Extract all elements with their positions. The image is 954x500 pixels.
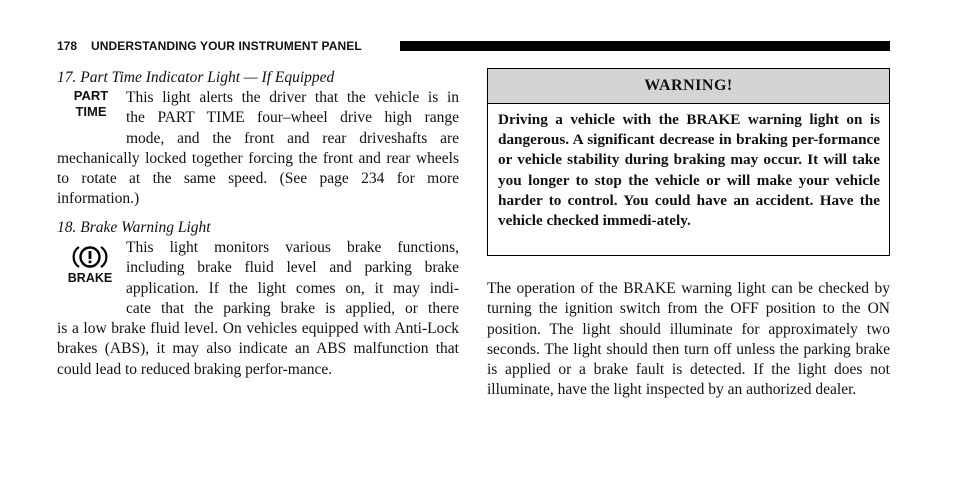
brake-warning-text: is a low brake fluid level. On vehicles equipped with Anti-Lock brakes (ABS), it may also indicate an ABS malfunction that could lead to reduced braking perfor-mance. <box>57 320 459 378</box>
part-time-line-1: This light alerts the driver that the vehicle is in <box>126 89 459 106</box>
brake-warning-body <box>57 238 459 380</box>
brake-icon-label: BRAKE <box>67 271 113 285</box>
part-time-icon <box>65 88 117 120</box>
brake-warning-heading: 18. Brake Warning Light <box>57 219 211 236</box>
part-time-icon-line1: PART <box>73 88 109 103</box>
brake-line-2: including brake fluid level and parking brake <box>126 259 459 277</box>
header-rule <box>400 41 890 51</box>
part-time-icon-line2: TIME <box>75 104 107 119</box>
part-time-heading: 17. Part Time Indicator Light — If Equipped <box>57 69 335 86</box>
warning-box <box>487 68 890 256</box>
part-time-indicator-section <box>57 68 459 210</box>
brake-warning-section <box>57 218 459 380</box>
part-time-body <box>57 88 459 210</box>
part-time-line-2: the PART TIME four–wheel drive high range <box>126 109 459 127</box>
brake-line-4: cate that the parking brake is applied, or there <box>126 299 459 317</box>
brake-check-paragraph: The operation of the BRAKE warning light can be checked by turning the ignition switch from the OFF position to the ON position. The light should illuminate for approximately two seconds. The light should then turn off unless the parking brake is applied or a brake fault is detected. If the light does not illuminate, have the light inspected by an authorized dealer. <box>487 280 890 399</box>
brake-exclamation-icon <box>72 244 108 270</box>
part-time-text: mechanically locked together forcing the front and rear wheels to rotate at the same speed. (See page 234 for more information.) <box>57 149 459 208</box>
brake-warning-icon <box>61 244 119 285</box>
brake-line-1: This light monitors various brake functions, <box>126 239 459 256</box>
page-number: 178 <box>57 39 78 53</box>
part-time-line-3: mode, and the front and rear driveshafts are <box>126 129 459 147</box>
page-header <box>57 37 890 55</box>
warning-title: WARNING! <box>488 69 889 104</box>
brake-line-3: application. If the light comes on, it may indi- <box>126 279 459 297</box>
section-title: UNDERSTANDING YOUR INSTRUMENT PANEL <box>91 39 362 53</box>
warning-text: Driving a vehicle with the BRAKE warning light on is dangerous. A significant decrease in braking per-formance or vehicle stability during braking may occur. It will take you longer to stop the vehicle or will make your vehicle harder to control. You could have an accident. Have the vehicle checked immedi-ately. <box>498 111 880 230</box>
